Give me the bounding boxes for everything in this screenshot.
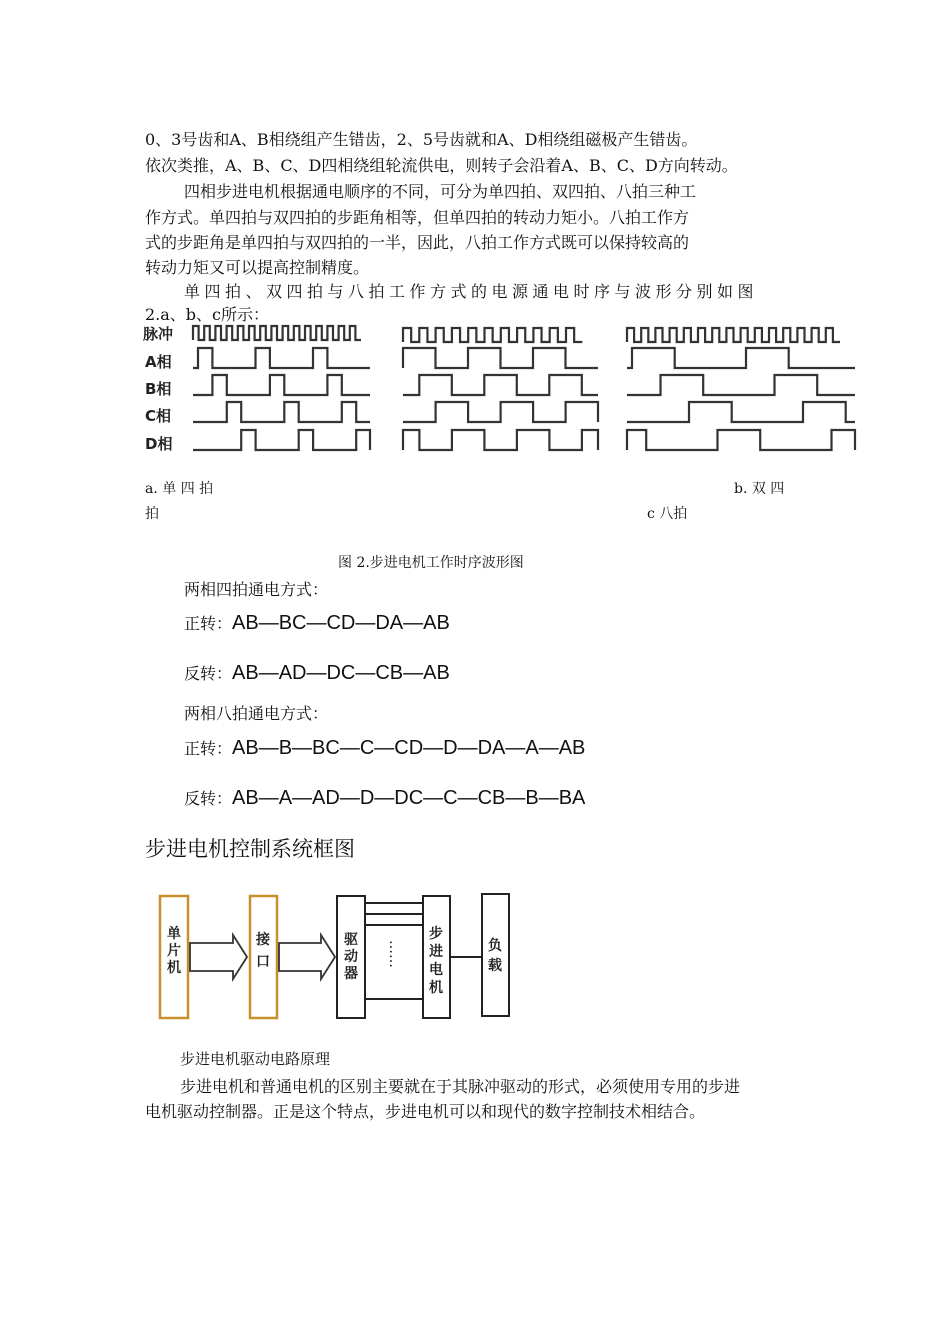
paragraph-line: 电机驱动控制器。正是这个特点，步进电机可以和现代的数字控制技术相结合。	[145, 1102, 706, 1121]
caption-a-cont: 拍	[145, 506, 159, 522]
pulse-wave-c	[627, 328, 840, 342]
driver-section-title: 步进电机驱动电路原理	[180, 1050, 331, 1068]
reverse-label: 反转：	[184, 789, 233, 808]
forward-eight-row	[184, 736, 585, 760]
block-label-char: 驱	[344, 932, 358, 948]
row-label-pulse: 脉冲	[143, 325, 174, 343]
block-label-char: 机	[167, 960, 181, 976]
pulse-wave-b	[403, 328, 582, 342]
phase-b-wave-a	[193, 375, 370, 395]
forward-four-sequence: AB—BC—CD—DA—AB	[232, 612, 450, 634]
paragraph-line: 步进电机和普通电机的区别主要就在于其脉冲驱动的形式，必须使用专用的步进	[180, 1077, 741, 1096]
block-label-char: 机	[429, 980, 443, 996]
forward-four-row	[184, 611, 450, 635]
row-label-c: C相	[145, 407, 172, 425]
reverse-eight-row	[184, 786, 585, 810]
bus-dots: ……	[386, 940, 402, 968]
four-step-title: 两相四拍通电方式：	[184, 580, 329, 599]
caption-b: b. 双 四	[734, 481, 785, 497]
row-label-a: A相	[145, 353, 172, 371]
block-label-char: 电	[429, 962, 443, 978]
section-title: 步进电机控制系统框图	[145, 837, 355, 861]
figure-caption: 图 2.步进电机工作时序波形图	[338, 555, 524, 571]
reverse-eight-sequence: AB—A—AD—D—DC—C—CB—B—BA	[232, 787, 586, 809]
caption-a: a. 单 四 拍	[145, 481, 214, 497]
paragraph-line: 作方式。单四拍与双四拍的步距角相等，但单四拍的转动力矩小。八拍工作方	[145, 208, 690, 227]
phase-d-wave-a	[193, 430, 370, 450]
load-block	[482, 894, 509, 1016]
row-label-d: D相	[145, 435, 173, 453]
row-label-b: B相	[145, 380, 172, 398]
arrow-mcu-to-interface	[190, 935, 247, 979]
waveform-figure	[0, 318, 950, 458]
block-label-char: 动	[344, 949, 358, 965]
paragraph-line: 单四拍、双四拍与八拍工作方式的电源通电时序与波形分别如图	[184, 282, 759, 301]
phase-a-wave-c	[627, 348, 855, 368]
block-label-char: 接	[256, 932, 270, 948]
block-label-char: 口	[256, 954, 270, 970]
paragraph-line: 0、3号齿和A、B相绕组产生错齿，2、5号齿就和A、D相绕组磁极产生错齿。	[145, 130, 698, 149]
forward-label: 正转：	[184, 614, 233, 633]
block-label-char: 进	[429, 944, 443, 960]
phase-a-wave-b	[403, 348, 598, 368]
phase-b-wave-b	[403, 375, 598, 395]
forward-eight-sequence: AB—B—BC—C—CD—D—DA—A—AB	[232, 737, 586, 759]
paragraph-line: 2.a、b、c所示：	[145, 305, 270, 324]
reverse-label: 反转：	[184, 664, 233, 683]
phase-c-wave-c	[627, 402, 855, 422]
block-label-char: 片	[167, 943, 181, 959]
caption-c: c 八拍	[647, 506, 688, 522]
reverse-four-row	[184, 661, 450, 685]
paragraph-line: 转动力矩又可以提高控制精度。	[145, 258, 370, 277]
block-label-char: 步	[429, 926, 443, 942]
phase-a-wave-a	[193, 348, 370, 368]
block-diagram	[0, 886, 950, 1036]
block-label-char: 载	[488, 958, 502, 974]
paragraph-line: 依次类推，A、B、C、D四相绕组轮流供电，则转子会沿着A、B、C、D方向转动。	[145, 156, 738, 175]
block-label-char: 负	[488, 938, 502, 954]
forward-label: 正转：	[184, 739, 233, 758]
mcu-label	[167, 925, 181, 976]
block-label-char: 单	[167, 926, 181, 942]
pulse-wave-a	[193, 326, 361, 340]
paragraph-line: 式的步距角是单四拍与双四拍的一半，因此，八拍工作方式既可以保持较高的	[145, 233, 690, 252]
phase-d-wave-b	[403, 430, 598, 450]
reverse-four-sequence: AB—AD—DC—CB—AB	[232, 662, 450, 684]
paragraph-line: 四相步进电机根据通电顺序的不同，可分为单四拍、双四拍、八拍三种工	[184, 182, 697, 201]
eight-step-title: 两相八拍通电方式：	[184, 704, 329, 723]
phase-c-wave-a	[193, 402, 370, 422]
phase-b-wave-c	[627, 375, 855, 395]
phase-c-wave-b	[403, 402, 598, 422]
phase-d-wave-c	[627, 430, 855, 450]
arrow-interface-to-driver	[279, 935, 335, 979]
driver-label	[343, 932, 358, 982]
block-label-char: 器	[344, 966, 358, 982]
